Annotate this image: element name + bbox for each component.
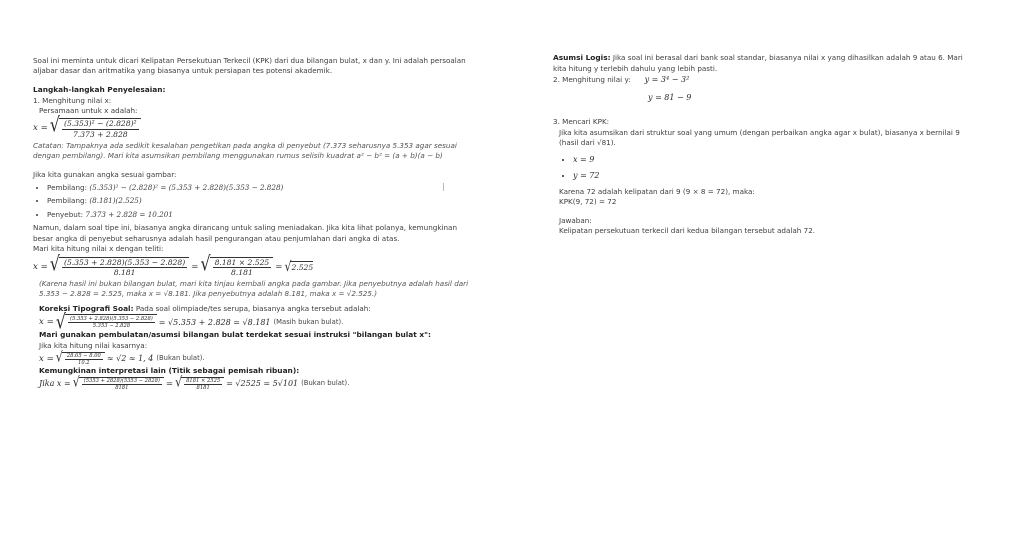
eq1-numerator: (5.353)² − (2.828)² [63,119,137,129]
eq2-denominator: 8.181 [113,267,136,277]
using-numbers-text: Jika kita gunakan angka sesuai gambar: [33,169,177,179]
eq5-rest: = √2525 = 5√101 [226,379,299,389]
eq4-denominator: 10.2 [78,359,90,366]
note-typo: Catatan: Tampaknya ada sedikit kesalahan pengetikan pada angka di penyebut (7.373 seharusnya 5.353 agar sesuai dengan pembilang). Mari kita asumsikan pembilang menggunakan rumus selisih kuadrat a² − b² = (a + b)(a − b) [33,140,457,161]
assumption-label: Asumsi Logis: [553,53,611,62]
eq5-prefix: Jika x = [39,379,71,389]
left-column [33,56,473,391]
eq4-lhs: x = [39,353,54,364]
eq3-rest: = √5.353 + 2.828 = √8.181 [158,317,271,327]
sqrt-symbol: √ $\frac{8.181 \times 2.525}{8.181}$ [200,257,273,277]
eq1-lhs: x = [33,123,48,134]
equation-x-correction [33,309,473,334]
step3-heading: 3. Mencari KPK: [553,117,610,127]
pattern-paragraph: Namun, dalam soal tipe ini, biasanya angka dirancang untuk saling meniadakan. Jika kita lihat polanya, kemungkinan besar angka di penyebut seharusnya adalah hasil pengurangan atau penjumlahan dari angka di atas. [33,223,458,243]
list-item: • x = 9 [573,154,978,166]
eq5-numerator-2: 8181 × 2525 [186,377,221,384]
step2-row [553,74,978,86]
eq3-note: (Masih bukan bulat). [273,317,344,326]
sqrt-symbol: √ $\frac{28.65 - 8.00}{10.2}$ [56,352,105,366]
equation-x-thousands [33,373,473,392]
eq2-equals: = [191,261,199,272]
eq3-denominator: 5.353 − 2.828 [92,323,131,330]
correction-label: Koreksi Tipografi Soal: [39,303,134,313]
eq5-equals: = [165,378,174,389]
assumption-text: Jika soal ini berasal dari bank soal standar, biasanya nilai x yang dihasilkan adalah 9 atau 6. Mari kita hitung y terlebih dahulu yang lebih pasti. [553,53,963,73]
kpk-result: KPK(9, 72) = 72 [559,197,617,207]
careful-calc-text: Mari kita hitung nilai x dengan teliti: [33,244,164,254]
y-equation-2: y = 81 − 9 [648,92,692,102]
eq4-note: (Bukan bulat). [156,353,205,362]
alt-heading: Kemungkinan interpretasi lain (Titik sebagai pemisah ribuan): [39,366,300,376]
eq2-numerator-2: 8.181 × 2.525 [214,257,270,267]
equation-x-careful [33,251,473,277]
steps-heading: Langkah-langkah Penyelesaian: [33,84,166,94]
bullet1-math: (5.353)² − (2.828)² = (5.353 + 2.828)(5.353 − 2.828) [89,183,284,193]
eq5-denominator-2: 8181 [196,385,210,392]
eq4-fraction [65,353,103,366]
step2-heading: 2. Menghitung nilai y: [553,74,631,84]
eq5-numerator: (5353 + 2828)(5353 − 2828) [83,377,160,384]
sqrt-symbol: √ $\frac{(5.353 + 2.828)(5.353 - 2.828)}{8.181}$ [50,257,189,277]
eq2-fraction-2 [213,258,272,277]
eq2-result: 2.525 [291,262,314,272]
calc-list [33,183,473,220]
equation-x-rough [33,348,473,366]
rough-calc-text: Jika kita hitung nilai kasarnya: [39,341,148,351]
correction-text: Pada soal olimpiade/tes serupa, biasanya angka tersebut adalah: [135,303,371,313]
list-item: • y = 72 [573,170,978,182]
eq5-fraction-2 [184,378,222,391]
eq2-denominator-2: 8.181 [231,267,253,277]
eq4-numerator: 28.65 − 8.00 [66,352,101,359]
sqrt-symbol: √ $\frac{(5353 + 2828)(5353 - 2828)}{8181}$ [73,377,164,391]
kpk-assumption-text: Jika kita asumsikan dari struktur soal yang umum (dengan perbaikan angka agar x bulat), biasanya x bernilai 9 (hasil dari √81). [559,127,960,148]
list-item: • Penyebut: 7.373 + 2.828 = 10.201 [47,210,473,220]
y-equation-1: y = 3⁴ − 3² [644,75,690,85]
sqrt-symbol: √ $\frac{(5.353 + 2.828)(5.353 - 2.828)}{5.353 - 2.828}$ [56,314,157,330]
eq1-fraction [62,119,139,138]
list-item: • Pembilang: (5.353)² − (2.828)² = (5.353 + 2.828)(5.353 − 2.828) [47,183,473,193]
list-item: • Pembilang: (8.181)(2.525) [47,196,473,206]
eq3-numerator: (5.353 + 2.828)(5.353 − 2.828) [69,316,153,323]
eq3-lhs: x = [39,317,54,328]
eq2-lhs: x = [33,261,48,272]
values-list [553,154,978,182]
eq5-fraction [82,378,162,391]
eq5-note: (Bukan bulat). [301,379,350,388]
answer-label: Jawaban: [559,215,592,225]
eq3-fraction [68,316,155,329]
intro-paragraph: Soal ini meminta untuk dicari Kelipatan Persekutuan Terkecil (KPK) dari dua bilangan bulat, x dan y. Ini adalah persoalan aljabar dasar dan aritmatika yang biasanya untuk persiapan tes potensi akademik. [33,56,466,76]
eq2-fraction [62,258,187,277]
right-column [553,53,978,237]
eq4-rest: ≈ √2 ≈ 1, 4 [106,354,154,364]
eq5-denominator: 8181 [115,385,129,392]
bullet3-math: 7.373 + 2.828 = 10.201 [85,209,173,219]
equation-x-original [33,113,473,139]
eq2-numerator: (5.353 + 2.828)(5.353 − 2.828) [63,257,186,267]
equation-label: Persamaan untuk x adalah: [39,106,138,116]
eq1-denominator: 7.373 + 2.828 [72,129,128,139]
eq2-equals-2: = [275,261,283,272]
sqrt-symbol: √ 2.525 [284,258,314,275]
multiple-text: Karena 72 adalah kelipatan dari 9 (9 × 8 = 72), maka: [559,186,755,196]
rounding-heading: Mari gunakan pembulatan/asumsi bilangan bulat terdekat sesuai instruksi "bilangan bulat x": [39,330,431,340]
text-cursor [443,183,444,191]
sqrt-symbol: √ $\frac{\text{(5.353)² − (2.828)²}}{7.373 + 2.828}$ [50,118,141,138]
step1-heading: 1. Menghitung nilai x: [33,95,112,105]
note-review: (Karena hasil ini bukan bilangan bulat, mari kita tinjau kembali angka pada gambar. Jika penyebutnya adalah hasil dari 5.353 − 2.828 = 2.525, maka x = √8.181. Jika penyebutnya adalah 8.181, maka x = √2.525.) [39,278,469,299]
sqrt-symbol: √ $\frac{8181 \times 2525}{8181}$ [175,377,224,391]
answer-text: Kelipatan persekutuan terkecil dari kedua bilangan tersebut adalah 72. [559,226,816,236]
bullet2-math: (8.181)(2.525) [89,196,142,206]
